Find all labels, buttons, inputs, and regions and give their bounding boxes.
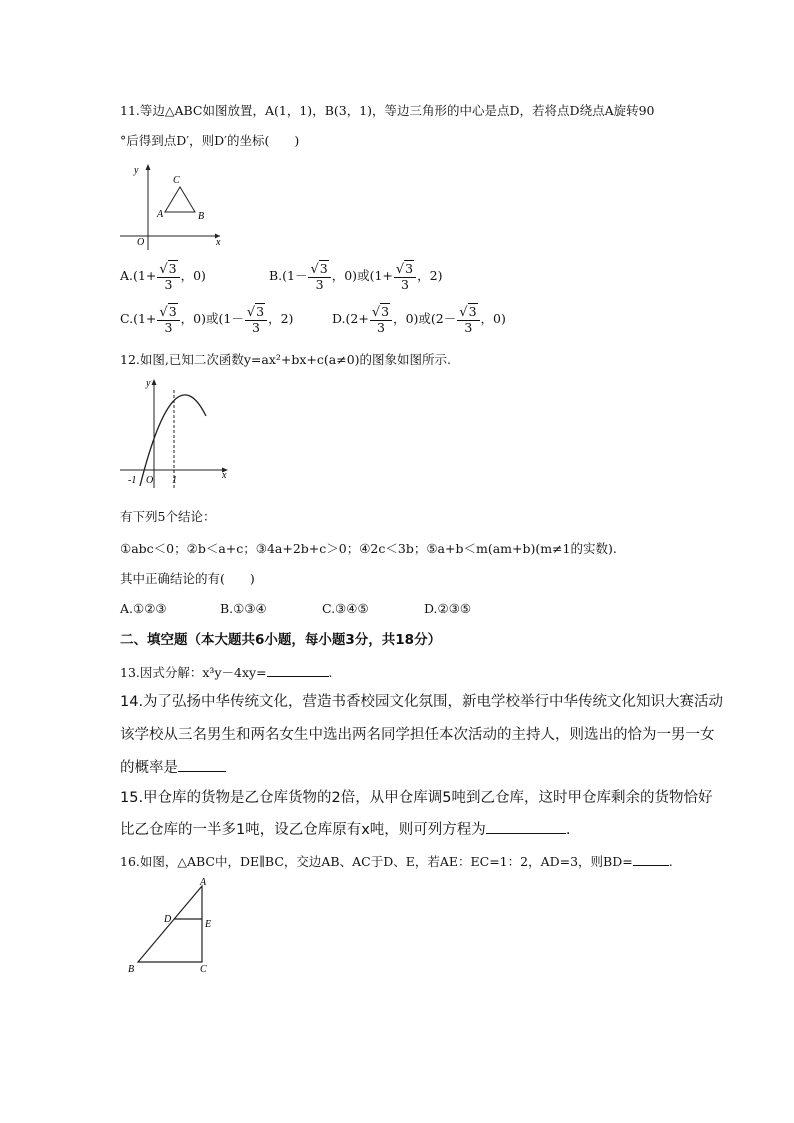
q11-option-a-part2: ，0)	[180, 267, 206, 283]
q16-tail: .	[668, 854, 673, 869]
q16-fig-label-b: B	[128, 964, 135, 975]
q12-options-row	[120, 601, 471, 617]
q12-ask: 其中正确结论的有( )	[120, 571, 255, 586]
q16-fig-label-e: E	[205, 919, 212, 930]
q11-option-b[interactable]	[269, 262, 442, 291]
q11-option-b-part3: ，2)	[417, 267, 443, 283]
q15-line1: 15.甲仓库的货物是乙仓库货物的2倍，从甲仓库调5吨到乙仓库，这时甲仓库剩余的货物恰好	[120, 790, 713, 806]
q12-fig-label-o: O	[146, 475, 154, 486]
q12-fig-label-x: x	[222, 470, 227, 481]
fraction-sqrt3-over-3: $\frac{√3}{3}$	[157, 262, 179, 291]
q15-line2	[120, 821, 570, 840]
q13-line	[120, 664, 333, 681]
q11-option-d-part2: ，0)或(2－	[393, 310, 457, 326]
q11-option-a[interactable]	[120, 262, 265, 291]
q11-option-d-part3: ，0)	[480, 310, 506, 326]
q12-option-a[interactable]: A.①②③	[120, 601, 167, 616]
q11-triangle-figure	[118, 160, 228, 252]
q13-answer-blank[interactable]	[267, 664, 329, 677]
fraction-sqrt3-over-3: $\frac{√3}{3}$	[157, 305, 179, 334]
q12-option-b[interactable]: B.①③④	[219, 601, 267, 616]
q12-stem: 12.如图,已知二次函数y=ax²+bx+c(a≠0)的图象如图所示.	[120, 352, 452, 367]
fraction-sqrt3-over-3: $\frac{√3}{3}$	[457, 305, 479, 334]
q11-fig-label-x: x	[216, 237, 221, 248]
q16-fig-label-a: A	[200, 877, 207, 888]
q14-text: 的概率是	[120, 760, 178, 776]
q11-option-b-part2: ，0)或(1+	[331, 267, 393, 283]
q16-line	[120, 853, 673, 870]
q11-option-c-part2: ，0)或(1－	[180, 310, 244, 326]
q11-fig-label-a: A	[157, 209, 164, 220]
q11-option-c-part1: C.(1+	[120, 310, 157, 326]
q15-text: 比乙仓库的一半多1吨，设乙仓库原有x吨，则可列方程为	[120, 822, 486, 838]
q11-option-d[interactable]	[332, 305, 506, 334]
q12-fig-label-1: 1	[172, 475, 177, 486]
q11-option-d-part1: D.(2+	[331, 310, 369, 326]
q16-fig-label-c: C	[200, 964, 207, 975]
fraction-sqrt3-over-3: $\frac{√3}{3}$	[308, 262, 330, 291]
fraction-sqrt3-over-3: $\frac{√3}{3}$	[370, 305, 392, 334]
q11-options-row2	[120, 305, 506, 334]
q12-fig-label-y: y	[146, 378, 151, 389]
q11-option-c-part3: ，2)	[268, 310, 294, 326]
q13-tail: .	[328, 665, 333, 680]
q15-tail: .	[565, 822, 571, 838]
q14-answer-blank[interactable]	[178, 759, 226, 772]
q14-line3	[120, 759, 226, 778]
q11-stem-line1: 11.等边△ABC如图放置，A(1，1)，B(3，1)，等边三角形的中心是点D，若将点D绕点A旋转90	[120, 103, 655, 118]
q14-line1: 14.为了弘扬中华传统文化，营造书香校园文化氛围，新电学校举行中华传统文化知识大赛活动	[120, 694, 724, 710]
q11-option-c[interactable]	[120, 305, 328, 334]
q11-stem-line2: °后得到点D′，则D′的坐标( )	[120, 133, 300, 148]
q11-fig-label-y: y	[134, 165, 139, 176]
q13-text: 13.因式分解：x³y－4xy=	[120, 665, 267, 680]
q12-option-d[interactable]: D.②③⑤	[423, 601, 472, 616]
q11-fig-label-b: B	[198, 211, 205, 222]
q16-text: 16.如图，△ABC中，DE∥BC，交边AB、AC于D、E，若AE：EC=1：2，AD=3，则BD=	[120, 854, 633, 869]
q11-options-row1	[120, 262, 442, 291]
q12-fig-label-neg1: -1	[128, 475, 137, 486]
fraction-sqrt3-over-3: $\frac{√3}{3}$	[394, 262, 416, 291]
q16-fig-label-d: D	[164, 914, 172, 925]
q11-fig-label-o: O	[137, 237, 145, 248]
q16-answer-blank[interactable]	[633, 853, 669, 866]
q11-fig-label-c: C	[173, 175, 180, 186]
fraction-sqrt3-over-3: $\frac{√3}{3}$	[245, 305, 267, 334]
q14-line2: 该学校从三名男生和两名女生中选出两名同学担任本次活动的主持人，则选出的恰为一男一女	[120, 727, 715, 743]
q12-parabola-figure	[118, 376, 236, 490]
q16-triangle-figure	[122, 876, 218, 976]
q12-conclusions: ①abc＜0；②b＜a+c；③4a+2b+c＞0；④2c＜3b；⑤a+b＜m(am+b)(m≠1的实数).	[120, 541, 617, 556]
section-heading-fill-in: 二、填空题（本大题共6小题，每小题3分，共18分）	[120, 632, 442, 648]
q11-option-b-part1: B.(1－	[268, 267, 308, 283]
q11-option-a-part1: A.(1+	[120, 267, 157, 283]
q12-intro: 有下列5个结论：	[120, 509, 216, 524]
q12-option-c[interactable]: C.③④⑤	[321, 601, 369, 616]
q15-answer-blank[interactable]	[486, 821, 566, 834]
